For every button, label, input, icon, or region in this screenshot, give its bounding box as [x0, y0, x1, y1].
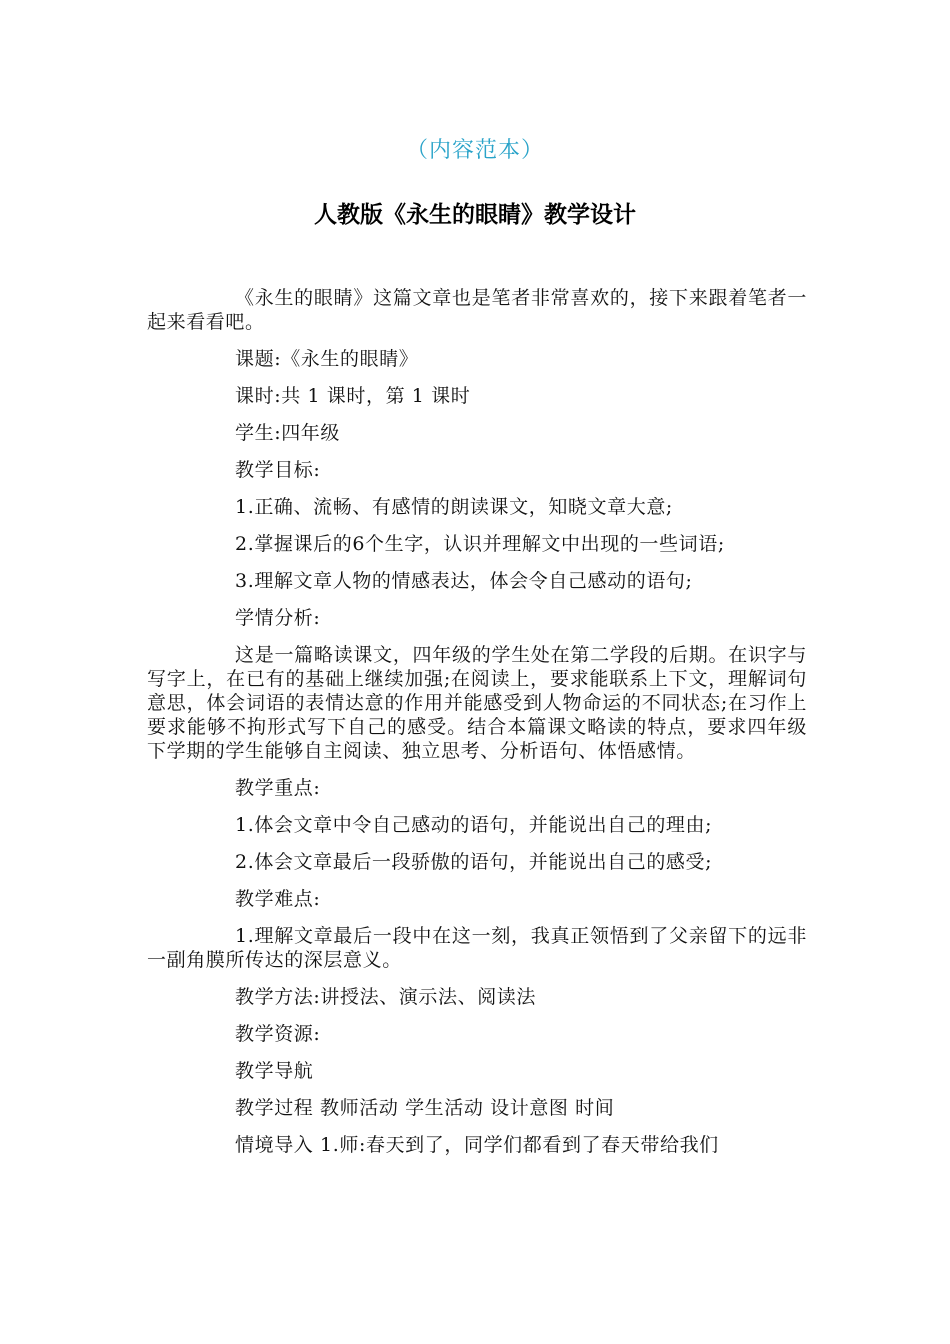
- key-point-item: 1.体会文章中令自己感动的语句，并能说出自己的理由;: [235, 814, 713, 836]
- goal-item: 1.正确、流畅、有感情的朗读课文，知晓文章大意;: [235, 496, 673, 518]
- analysis-paragraph: 这是一篇略读课文，四年级的学生处在第二学段的后期。在识字与写字上，在已有的基础上继续加强;在阅读上，要求能联系上下文，理解词句意思，体会词语的表情达意的作用并能感受到人物命运的不同状态;在习作上要求能够不拘形式写下自己的感受。结合本篇课文略读的特点，要求四年级下学期的学生能够自主阅读、独立思考、分析语句、体悟感情。: [147, 644, 807, 762]
- lesson-topic: 课题:《永生的眼睛》: [235, 348, 419, 370]
- document-title: 人教版《永生的眼睛》教学设计: [314, 202, 636, 228]
- section-heading-goals: 教学目标:: [235, 459, 321, 481]
- intro-paragraph: 《永生的眼睛》这篇文章也是笔者非常喜欢的，接下来跟着笔者一起来看看吧。: [147, 287, 807, 333]
- section-heading-key-points: 教学重点:: [235, 777, 321, 799]
- goal-item: 3.理解文章人物的情感表达，体会令自己感动的语句;: [235, 570, 693, 592]
- process-table-header: 教学过程 教师活动 学生活动 设计意图 时间: [235, 1097, 615, 1119]
- template-label: （内容范本）: [405, 138, 544, 163]
- process-row: 情境导入 1.师:春天到了，同学们都看到了春天带给我们: [235, 1134, 719, 1156]
- section-heading-analysis: 学情分析:: [235, 607, 321, 629]
- teaching-resources: 教学资源:: [235, 1023, 321, 1045]
- key-point-item: 2.体会文章最后一段骄傲的语句，并能说出自己的感受;: [235, 851, 713, 873]
- section-heading-difficulties: 教学难点:: [235, 888, 321, 910]
- document-body: [147, 286, 807, 1170]
- teaching-navigation: 教学导航: [235, 1060, 314, 1082]
- lesson-hours: 课时:共 1 课时，第 1 课时: [235, 385, 471, 407]
- goal-item: 2.掌握课后的6个生字，认识并理解文中出现的一些词语;: [235, 533, 725, 555]
- lesson-students: 学生:四年级: [235, 422, 341, 444]
- difficulty-item: 1.理解文章最后一段中在这一刻，我真正领悟到了父亲留下的远非一副角膜所传达的深层意义。: [147, 925, 807, 971]
- teaching-methods: 教学方法:讲授法、演示法、阅读法: [235, 986, 537, 1008]
